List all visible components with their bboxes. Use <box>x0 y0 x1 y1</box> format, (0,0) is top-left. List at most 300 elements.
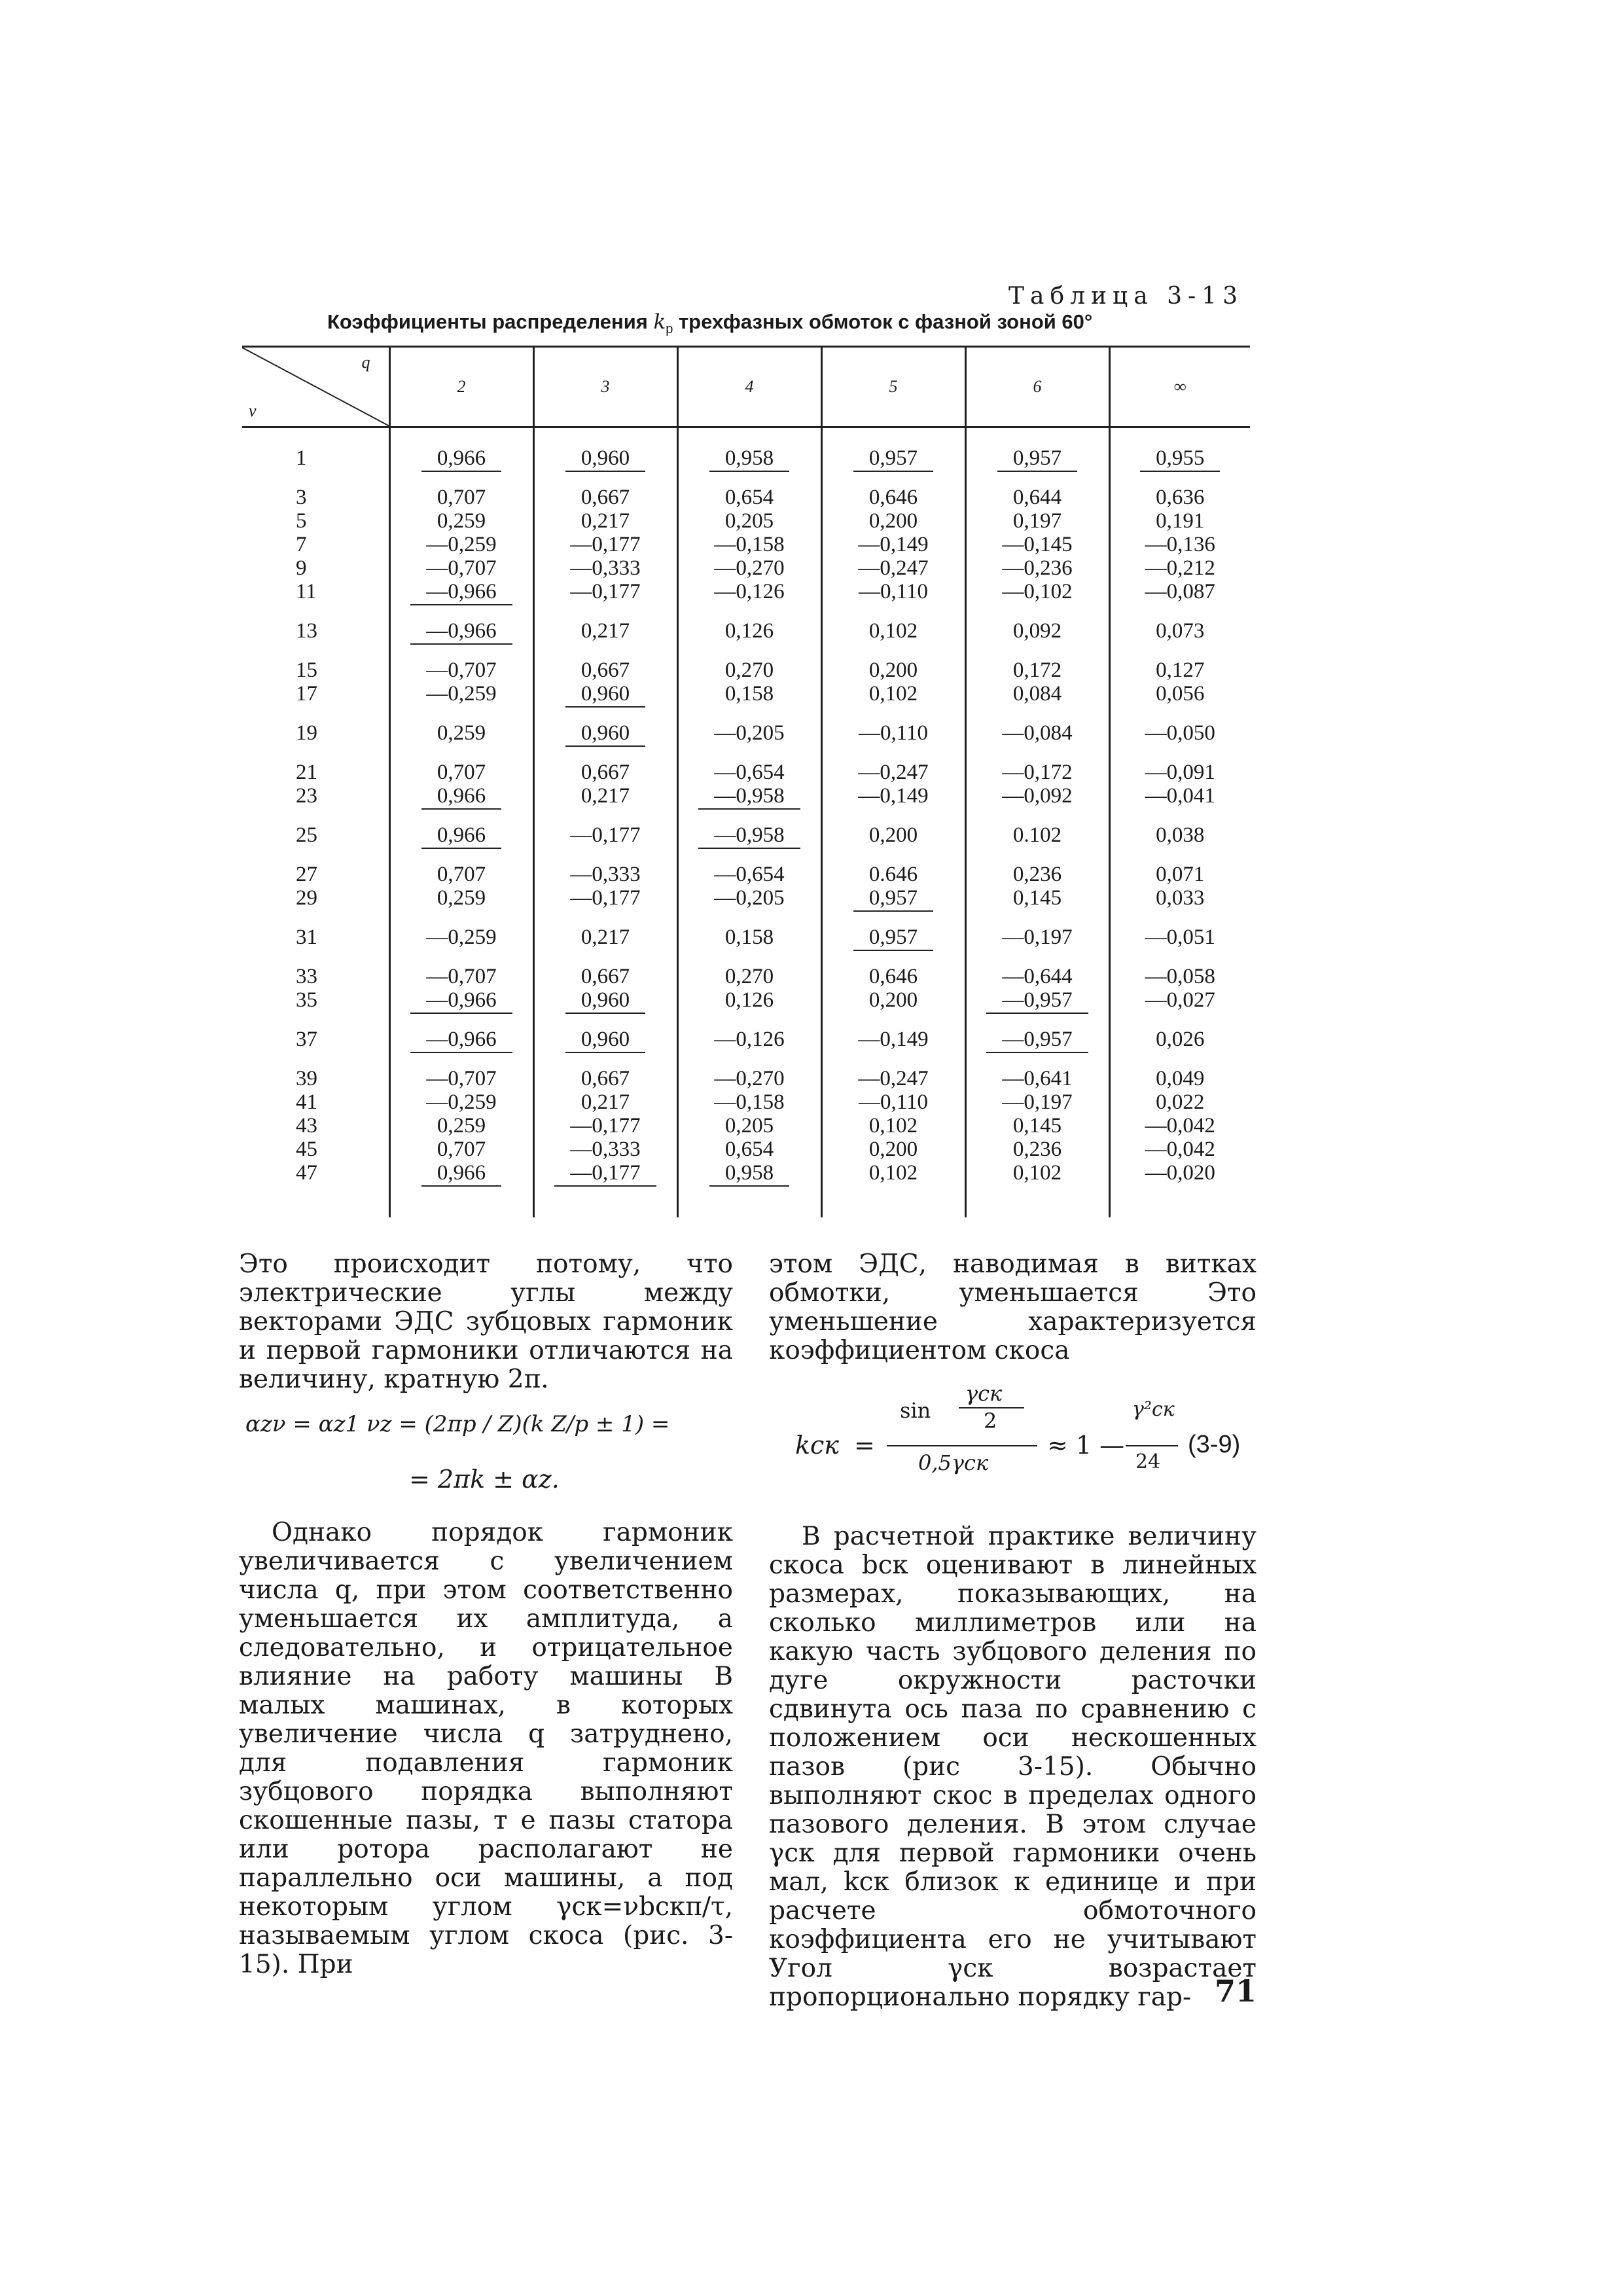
coefficient-value: 0,073 <box>1156 619 1205 643</box>
coefficient-value: 0,236 <box>1012 1138 1062 1161</box>
coefficient-cell <box>677 1161 821 1185</box>
coefficient-cell <box>533 761 677 784</box>
coefficient-cell <box>533 965 677 988</box>
tail-cell <box>821 1185 965 1217</box>
table-row <box>242 761 1250 784</box>
coefficient-cell <box>1109 761 1250 784</box>
coefficient-cell <box>677 1028 821 1051</box>
table-row <box>242 965 1250 988</box>
skew-gamma-squared: γ²ск <box>1132 1398 1175 1421</box>
coefficient-value: 0,126 <box>724 619 774 643</box>
skew-denominator: 0,5γск <box>918 1450 989 1475</box>
table-row <box>242 925 1250 949</box>
group-gap-row <box>242 603 1250 619</box>
coefficient-value: —0,333 <box>570 1138 641 1161</box>
harmonic-order-cell: 33 <box>296 965 317 988</box>
gap-cell <box>821 643 965 658</box>
coefficient-cell <box>389 784 533 808</box>
coefficient-cell <box>821 619 965 643</box>
coefficient-cell <box>1109 784 1250 808</box>
coefficient-cell <box>965 886 1109 910</box>
table-header-row <box>242 347 1250 427</box>
coefficient-value: —0,259 <box>426 682 497 706</box>
coefficient-value: —0,644 <box>1002 965 1073 988</box>
header-q-3: 3 <box>533 347 677 427</box>
coefficient-value: —0,058 <box>1145 965 1215 988</box>
coefficient-cell <box>677 988 821 1012</box>
coefficient-value: 0,191 <box>1156 509 1205 533</box>
coefficient-cell <box>1109 886 1250 910</box>
coefficient-cell <box>821 925 965 949</box>
coefficient-cell <box>821 1067 965 1090</box>
table-row <box>242 682 1250 706</box>
coefficient-value: —0,110 <box>858 1090 929 1114</box>
gap-cell <box>677 706 821 721</box>
coefficient-cell <box>1109 556 1250 580</box>
coefficient-cell <box>821 580 965 603</box>
group-gap-row <box>242 949 1250 965</box>
header-corner-cell <box>242 347 389 427</box>
coefficient-cell <box>533 619 677 643</box>
coefficient-value: 0,022 <box>1156 1090 1205 1114</box>
coefficient-cell <box>677 446 821 470</box>
coefficient-value: 0,102 <box>868 1161 918 1185</box>
coefficient-cell <box>533 1161 677 1185</box>
coefficient-value: 0,217 <box>580 509 630 533</box>
coefficient-cell <box>677 1138 821 1161</box>
coefficient-cell <box>1109 486 1250 509</box>
coefficient-cell <box>1109 580 1250 603</box>
table-row <box>242 784 1250 808</box>
coefficient-cell <box>965 1090 1109 1114</box>
coefficient-value: —0,707 <box>426 658 497 682</box>
group-gap-row <box>242 808 1250 823</box>
gap-cell <box>677 745 821 761</box>
coefficient-value: —0,966 <box>410 988 512 1014</box>
coefficient-cell <box>677 580 821 603</box>
gap-cell <box>242 706 389 721</box>
coefficient-cell <box>389 1114 533 1138</box>
table-row <box>242 658 1250 682</box>
coefficient-cell <box>1109 1114 1250 1138</box>
coefficient-cell <box>965 1028 1109 1051</box>
group-gap-row <box>242 706 1250 721</box>
coefficient-cell <box>389 556 533 580</box>
gap-cell <box>533 745 677 761</box>
coefficient-value: 0,259 <box>437 721 486 745</box>
coefficient-value: 0,644 <box>1012 486 1062 509</box>
coefficient-cell <box>677 509 821 533</box>
coefficient-value: —0,212 <box>1145 556 1215 580</box>
spacer-cell <box>533 427 677 447</box>
coefficient-cell <box>533 446 677 470</box>
harmonic-order-cell: 5 <box>296 509 307 533</box>
coefficient-value: —0,136 <box>1145 533 1215 556</box>
coefficient-cell <box>821 965 965 988</box>
coefficient-cell <box>533 1090 677 1114</box>
coefficient-value: 0,200 <box>868 658 918 682</box>
coefficient-value: 0,259 <box>437 886 486 910</box>
table-number-label: Таблица 3-13 <box>1008 283 1243 310</box>
harmonic-order-cell: 15 <box>296 658 317 682</box>
coefficient-value: —0,333 <box>570 556 641 580</box>
coefficient-cell <box>533 721 677 745</box>
coefficient-value: —0,126 <box>714 1028 785 1051</box>
coefficient-cell <box>677 761 821 784</box>
coefficient-value: 0,960 <box>565 682 645 708</box>
coefficient-value: 0,667 <box>580 1067 630 1090</box>
coefficient-cell <box>389 580 533 603</box>
caption-prefix: Коэффициенты распределения <box>327 310 654 333</box>
gap-cell <box>1109 603 1250 619</box>
coefficient-cell <box>821 863 965 886</box>
table-row <box>242 721 1250 745</box>
coefficient-cell <box>533 556 677 580</box>
table-row <box>242 886 1250 910</box>
coefficient-cell <box>821 556 965 580</box>
coefficient-value: 0,158 <box>724 925 774 949</box>
coefficient-cell <box>1109 446 1250 470</box>
gap-cell <box>533 1012 677 1028</box>
coefficient-value: —0,966 <box>410 1028 512 1053</box>
coefficient-value: —0,102 <box>1002 580 1073 603</box>
left-paragraph-2: Однако порядок гармоник увеличивается с увеличением числа q, при этом соответственно уменьшается их амплитуда, а следовательно, и отрицательное влияние на работу машины В малых машинах, в которых увеличение числа q затруднено, для подавления гармоник зубцового порядка выполняют скошенные пазы, т е пазы статора или ротора располагают не параллельно оси машины, а под некоторым углом γск=νbскπ/τ, называемым углом скоса (рис. 3-15). При <box>239 1518 733 1979</box>
coefficient-cell <box>677 823 821 847</box>
gap-cell <box>242 470 389 486</box>
coefficient-cell <box>677 721 821 745</box>
coefficient-value: 0,102 <box>868 682 918 706</box>
coefficient-value: —0,126 <box>714 580 785 603</box>
table-row <box>242 509 1250 533</box>
coefficient-cell <box>533 486 677 509</box>
coefficient-value: —0,051 <box>1145 925 1215 949</box>
coefficient-value: 0,646 <box>868 486 918 509</box>
coefficient-cell <box>533 658 677 682</box>
coefficient-cell <box>821 509 965 533</box>
coefficient-value: —0,041 <box>1145 784 1215 808</box>
gap-cell <box>533 808 677 823</box>
coefficient-cell <box>965 925 1109 949</box>
table-row <box>242 580 1250 603</box>
tail-cell <box>1109 1185 1250 1217</box>
gap-cell <box>677 1012 821 1028</box>
coefficient-cell <box>533 1114 677 1138</box>
gap-cell <box>1109 1051 1250 1067</box>
coefficient-value: 0,958 <box>709 446 789 472</box>
coefficient-cell <box>533 509 677 533</box>
coefficient-cell <box>389 823 533 847</box>
coefficient-cell <box>533 1067 677 1090</box>
coefficient-cell <box>533 925 677 949</box>
coefficient-value: —0,957 <box>986 1028 1088 1053</box>
coefficient-value: 0.102 <box>1012 823 1062 847</box>
coefficient-value: 0,654 <box>724 486 774 509</box>
coefficient-cell <box>1109 682 1250 706</box>
coefficient-cell <box>389 682 533 706</box>
coefficient-value: —0,042 <box>1145 1138 1215 1161</box>
coefficient-cell <box>965 988 1109 1012</box>
harmonic-order-cell: 13 <box>296 619 317 643</box>
gap-cell <box>965 847 1109 863</box>
coefficient-value: 0,259 <box>437 1114 486 1138</box>
spacer-cell <box>242 427 389 447</box>
caption-suffix: трехфазных обмоток с фазной зоной 60° <box>673 310 1093 333</box>
coefficient-value: 0,158 <box>724 682 774 706</box>
table-row <box>242 619 1250 643</box>
gap-cell <box>1109 949 1250 965</box>
coefficient-cell <box>389 619 533 643</box>
coefficient-cell <box>821 761 965 784</box>
harmonic-order-cell: 25 <box>296 823 317 847</box>
coefficient-value: 0,259 <box>437 509 486 533</box>
group-gap-row <box>242 1012 1250 1028</box>
coefficient-cell <box>389 965 533 988</box>
gap-cell <box>821 470 965 486</box>
coefficient-cell <box>965 1161 1109 1185</box>
coefficient-cell <box>1109 1090 1250 1114</box>
formula-alpha-line-2: = 2πk ± αz. <box>409 1465 560 1494</box>
coefficient-value: 0,966 <box>421 1161 501 1187</box>
gap-cell <box>389 1012 533 1028</box>
coefficient-value: —0,247 <box>858 1067 929 1090</box>
coefficient-cell <box>389 886 533 910</box>
coefficient-value: —0,707 <box>426 1067 497 1090</box>
coefficient-value: —0,149 <box>858 533 929 556</box>
coefficient-value: 0,092 <box>1012 619 1062 643</box>
coefficient-value: —0,333 <box>570 863 641 886</box>
coefficient-value: 0,026 <box>1156 1028 1205 1051</box>
coefficient-value: 0,654 <box>724 1138 774 1161</box>
coefficient-value: 0,960 <box>565 446 645 472</box>
harmonic-order-cell: 21 <box>296 761 317 784</box>
table-row <box>242 1090 1250 1114</box>
coefficient-value: 0,033 <box>1156 886 1205 910</box>
gap-cell <box>821 910 965 925</box>
gap-cell <box>965 470 1109 486</box>
gap-cell <box>242 1012 389 1028</box>
coefficient-value: 0,966 <box>421 784 501 810</box>
coefficient-cell <box>965 682 1109 706</box>
coefficient-cell <box>389 1138 533 1161</box>
formula-skew-coefficient <box>769 1381 1257 1509</box>
coefficient-value: 0,205 <box>724 1114 774 1138</box>
spacer-cell <box>1109 427 1250 447</box>
coefficient-value: 0,056 <box>1156 682 1205 706</box>
coefficient-value: 0.646 <box>868 863 918 886</box>
gap-cell <box>389 808 533 823</box>
group-gap-row <box>242 1051 1250 1067</box>
caption-symbol: k <box>653 310 666 334</box>
coefficient-value: —0,957 <box>986 988 1088 1014</box>
coefficient-value: 0,126 <box>724 988 774 1012</box>
coefficient-value: 0,038 <box>1156 823 1205 847</box>
spacer-cell <box>389 427 533 447</box>
coefficient-value: —0,259 <box>426 533 497 556</box>
table-row <box>242 1114 1250 1138</box>
coefficient-cell <box>821 682 965 706</box>
coefficient-value: —0,149 <box>858 784 929 808</box>
skew-equation-number: (3-9) <box>1188 1431 1241 1458</box>
coefficient-value: 0,197 <box>1012 509 1062 533</box>
coefficient-value: 0,145 <box>1012 1114 1062 1138</box>
page-number: 71 <box>1214 1973 1257 2009</box>
coefficient-cell <box>389 658 533 682</box>
gap-cell <box>533 603 677 619</box>
coefficient-cell <box>965 1138 1109 1161</box>
header-q-2: 2 <box>389 347 533 427</box>
spacer-cell <box>677 427 821 447</box>
gap-cell <box>821 808 965 823</box>
right-paragraph-1: этом ЭДС, наводимая в витках обмотки, уменьшается Это уменьшение характеризуется коэффициентом скоса <box>769 1249 1257 1365</box>
harmonic-order-cell: 47 <box>296 1161 317 1185</box>
table-row <box>242 1067 1250 1090</box>
coefficient-value: —0,177 <box>570 823 641 847</box>
coefficient-cell <box>965 965 1109 988</box>
coefficient-value: —0,172 <box>1002 761 1073 784</box>
right-text-column <box>769 1250 1257 2012</box>
coefficient-cell <box>533 988 677 1012</box>
gap-cell <box>965 1012 1109 1028</box>
coefficient-cell <box>1109 1161 1250 1185</box>
tail-cell <box>677 1185 821 1217</box>
gap-cell <box>389 643 533 658</box>
coefficient-value: —0,177 <box>570 533 641 556</box>
coefficient-cell <box>821 658 965 682</box>
coefficient-cell <box>677 658 821 682</box>
gap-cell <box>677 847 821 863</box>
coefficient-cell <box>677 556 821 580</box>
coefficient-value: —0,259 <box>426 1090 497 1114</box>
coefficient-value: 0,102 <box>868 1114 918 1138</box>
coefficient-cell <box>389 988 533 1012</box>
gap-cell <box>242 603 389 619</box>
coefficient-value: —0,958 <box>698 784 800 810</box>
gap-cell <box>821 847 965 863</box>
coefficient-cell <box>389 761 533 784</box>
gap-cell <box>1109 643 1250 658</box>
coefficient-cell <box>677 486 821 509</box>
coefficient-cell <box>965 1067 1109 1090</box>
coefficient-cell <box>821 1138 965 1161</box>
coefficient-cell <box>1109 1028 1250 1051</box>
coefficient-value: 0,172 <box>1012 658 1062 682</box>
coefficient-cell <box>389 925 533 949</box>
gap-cell <box>965 706 1109 721</box>
coefficient-value: 0,636 <box>1156 486 1205 509</box>
coefficient-value: 0,966 <box>421 446 501 472</box>
coefficient-cell <box>965 823 1109 847</box>
gap-cell <box>965 949 1109 965</box>
harmonic-order-cell: 11 <box>296 580 317 603</box>
harmonic-order-cell: 19 <box>296 721 317 745</box>
gap-cell <box>965 603 1109 619</box>
coefficient-cell <box>533 1138 677 1161</box>
table-row <box>242 486 1250 509</box>
gap-cell <box>677 808 821 823</box>
coefficient-value: —0,966 <box>410 580 512 605</box>
coefficient-cell <box>677 925 821 949</box>
skew-second-fraction-bar <box>1126 1445 1178 1446</box>
coefficient-value: 0,707 <box>437 863 486 886</box>
coefficient-value: 0,200 <box>868 823 918 847</box>
gap-cell <box>533 1051 677 1067</box>
distribution-coefficient-table <box>242 346 1250 1217</box>
coefficient-cell <box>1109 1067 1250 1090</box>
coefficient-cell <box>389 509 533 533</box>
coefficient-value: 0,646 <box>868 965 918 988</box>
coefficient-value: —0,158 <box>714 1090 785 1114</box>
gap-cell <box>821 949 965 965</box>
coefficient-value: —0,145 <box>1002 533 1073 556</box>
coefficient-cell <box>965 580 1109 603</box>
gap-cell <box>242 643 389 658</box>
coefficient-cell <box>389 533 533 556</box>
coefficient-value: —0,205 <box>714 721 785 745</box>
group-gap-row <box>242 910 1250 925</box>
coefficient-cell <box>821 446 965 470</box>
coefficient-cell <box>389 486 533 509</box>
coefficient-cell <box>965 721 1109 745</box>
coefficient-value: —0,177 <box>570 580 641 603</box>
table-spacer-row <box>242 427 1250 447</box>
coefficient-cell <box>821 886 965 910</box>
coefficient-cell <box>965 863 1109 886</box>
gap-cell <box>389 1051 533 1067</box>
table-row <box>242 863 1250 886</box>
gap-cell <box>965 745 1109 761</box>
gap-cell <box>1109 1012 1250 1028</box>
coefficient-cell <box>677 619 821 643</box>
coefficient-value: —0,042 <box>1145 1114 1215 1138</box>
gap-cell <box>242 847 389 863</box>
skew-main-fraction-bar <box>887 1445 1037 1446</box>
coefficient-cell <box>533 823 677 847</box>
coefficient-value: —0,236 <box>1002 556 1073 580</box>
coefficient-value: —0,205 <box>714 886 785 910</box>
gap-cell <box>533 643 677 658</box>
group-gap-row <box>242 643 1250 658</box>
coefficient-cell <box>821 486 965 509</box>
coefficient-cell <box>1109 533 1250 556</box>
harmonic-order-cell: 23 <box>296 784 317 808</box>
coefficient-cell <box>821 823 965 847</box>
coefficient-value: 0,707 <box>437 486 486 509</box>
coefficient-value: —0,270 <box>714 1067 785 1090</box>
gap-cell <box>821 603 965 619</box>
gap-cell <box>821 745 965 761</box>
coefficient-cell <box>677 1067 821 1090</box>
spacer-cell <box>821 427 965 447</box>
harmonic-order-cell: 37 <box>296 1028 317 1051</box>
coefficient-cell <box>677 1090 821 1114</box>
coefficient-cell <box>821 533 965 556</box>
coefficient-value: 0,270 <box>724 965 774 988</box>
coefficient-cell <box>821 784 965 808</box>
harmonic-order-cell: 1 <box>296 446 307 470</box>
gap-cell <box>533 949 677 965</box>
coefficient-value: —0,110 <box>858 580 929 603</box>
group-gap-row <box>242 847 1250 863</box>
coefficient-value: 0,084 <box>1012 682 1062 706</box>
coefficient-value: 0,957 <box>853 446 933 472</box>
group-gap-row <box>242 470 1250 486</box>
coefficient-value: —0,958 <box>698 823 800 849</box>
header-q-label: q <box>361 353 370 372</box>
coefficient-value: —0,027 <box>1145 988 1215 1012</box>
header-q-4: 4 <box>677 347 821 427</box>
table-row <box>242 533 1250 556</box>
coefficient-value: —0,050 <box>1145 721 1215 745</box>
